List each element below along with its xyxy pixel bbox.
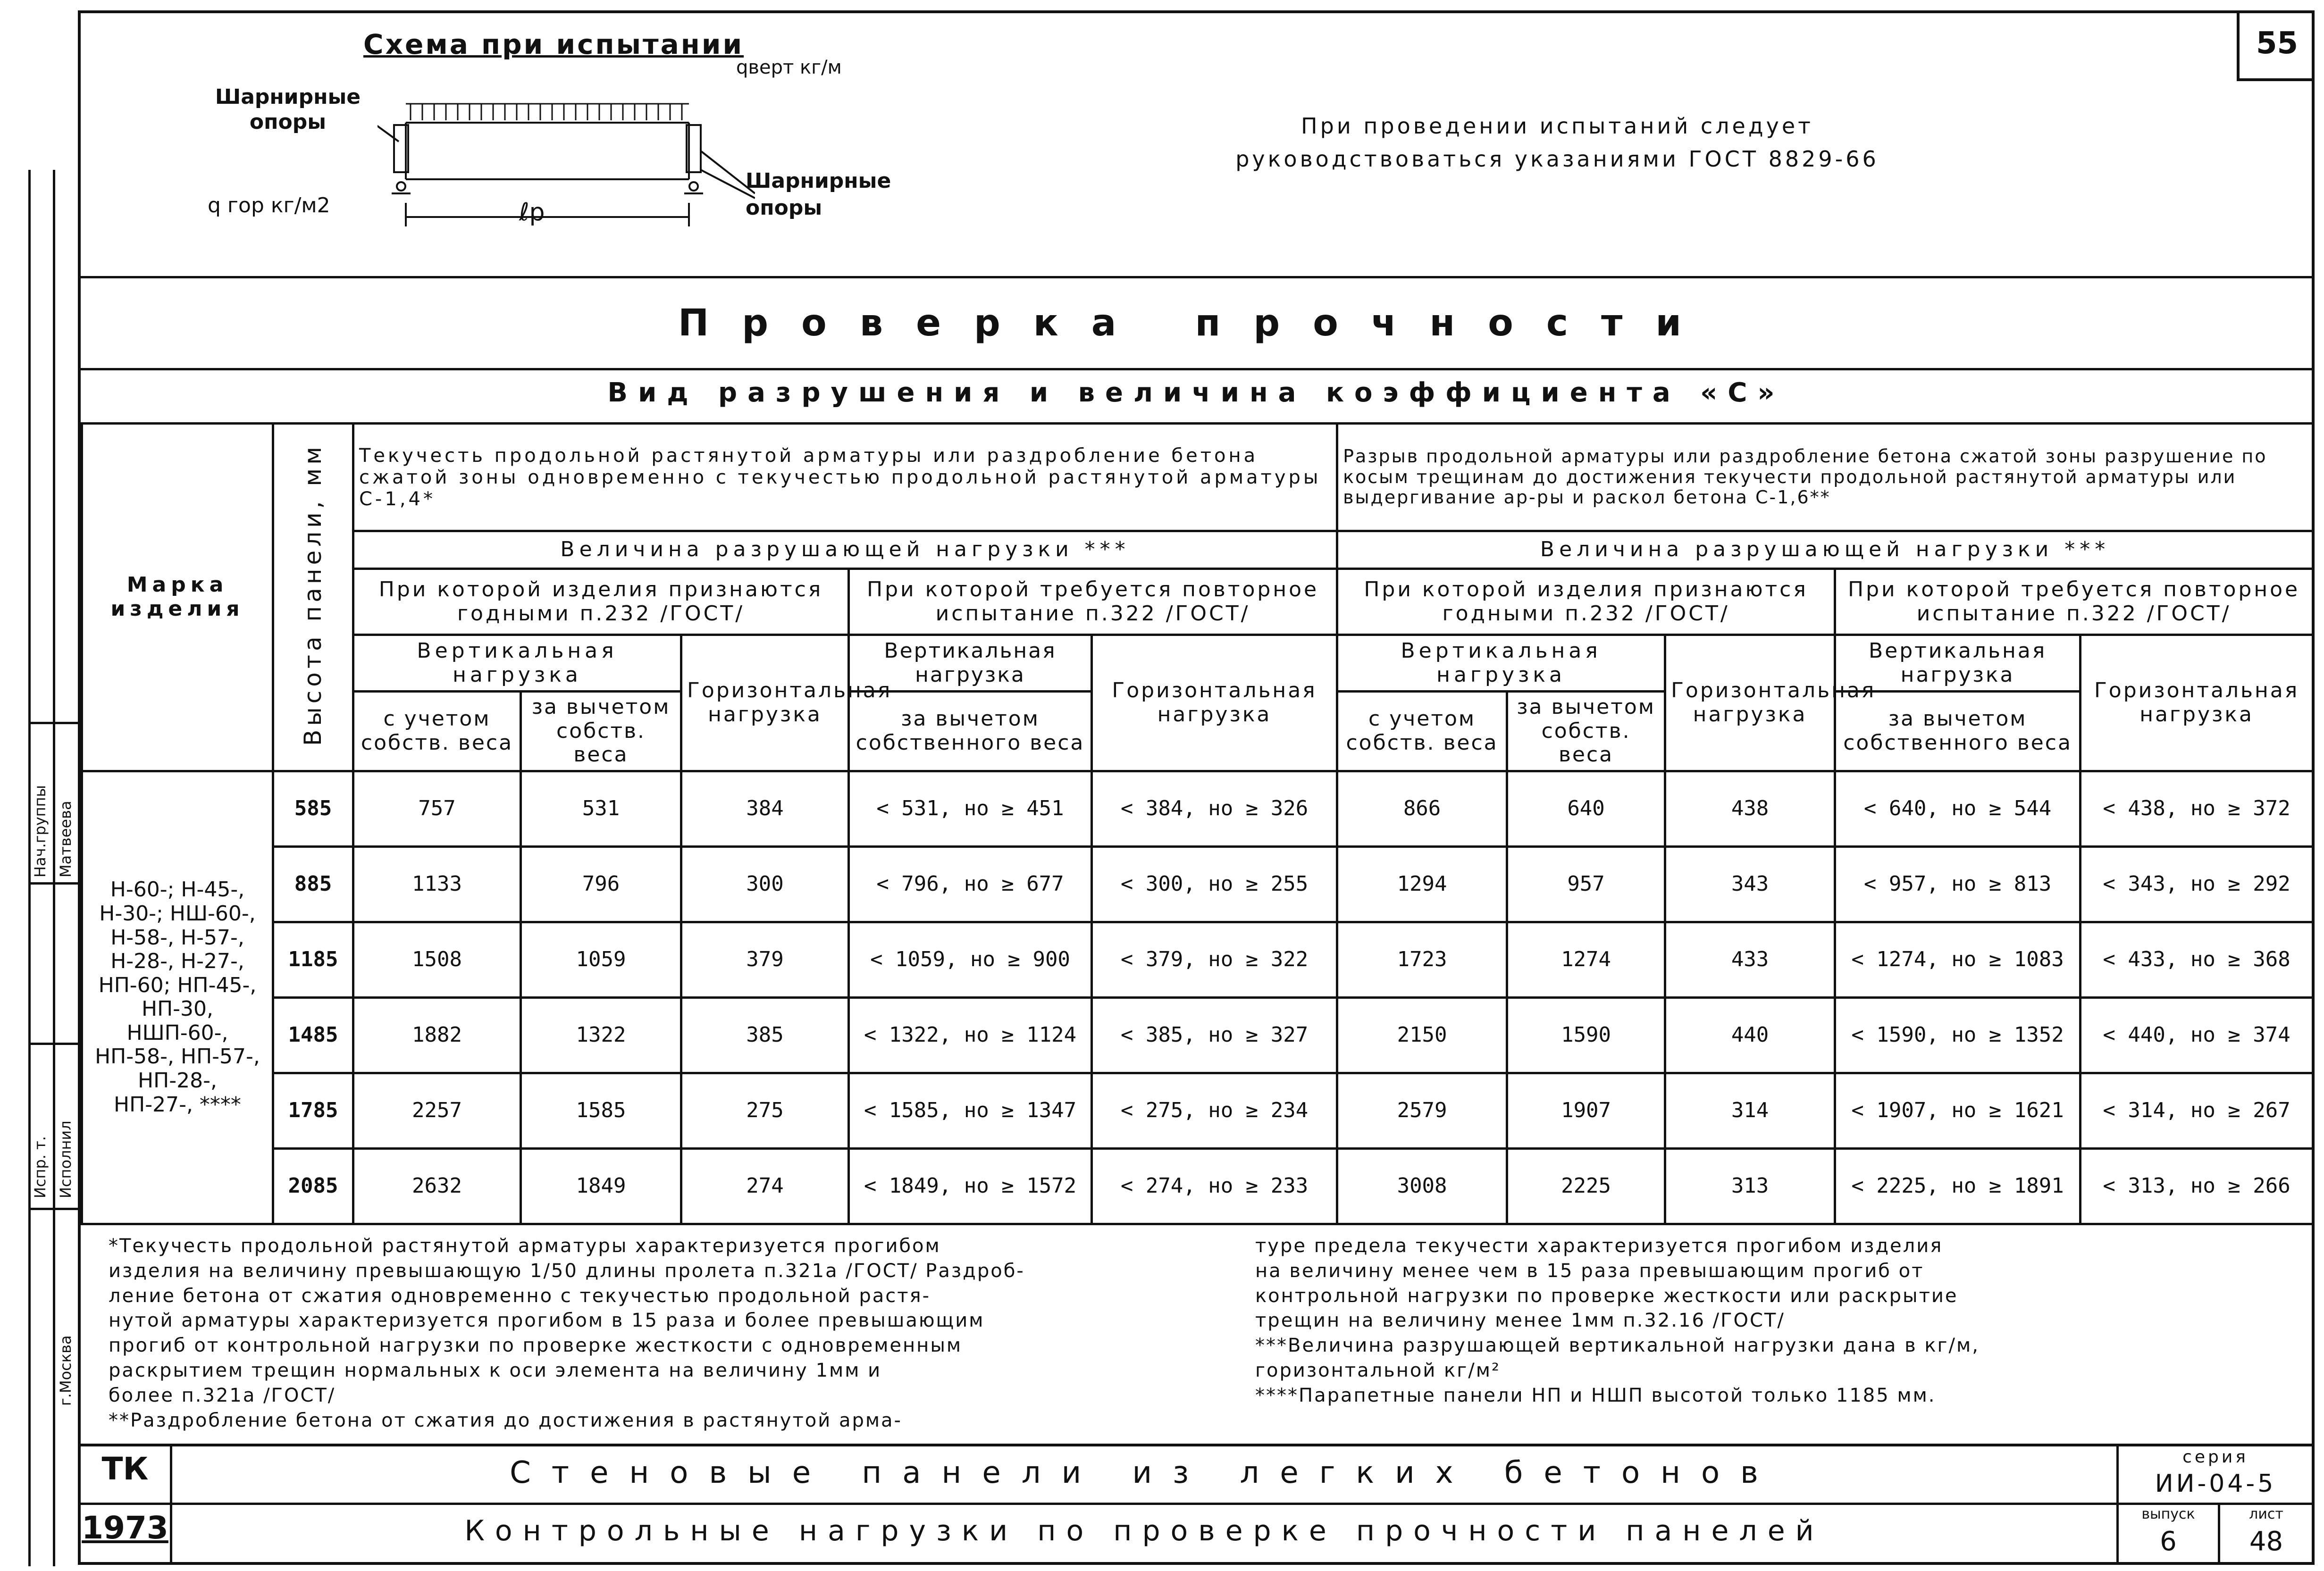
strip-role-2: Испр. т.: [31, 1136, 49, 1198]
mark-line: НП-28-,: [138, 1069, 217, 1093]
g2-horizontal-cell: 313: [1665, 1148, 1835, 1224]
mark-line: Н-58-, Н-57-,: [110, 925, 244, 950]
g2-vertical-with-weight-cell: 2150: [1337, 997, 1507, 1073]
group1-description: Текучесть продольной растянутой арматуры или раздробление бетона сжатой зоны одновременно с текучестью продольной растянутой арматуры С-1,4*: [353, 424, 1337, 531]
vertical-minus-weight-cell: 1585: [521, 1073, 681, 1148]
g2-retest-horizontal-cell: < 433, но ≥ 368: [2081, 922, 2313, 997]
g2-horizontal-cell: 440: [1665, 997, 1835, 1073]
mark-line: НП-60; НП-45-,: [98, 973, 257, 997]
g2-vertical-minus-weight-cell: 640: [1507, 771, 1665, 846]
footnotes-left: *Текучесть продольной растянутой арматуры характеризуется прогибом изделия на величину превышающую 1/50 длины пролета п.321а /ГОСТ/ Раздроб- ление бетона от сжатия одновременно с текучестью продольной растя- нутой арматуры характеризуется прогибом в 15 раза и более превышающим прогиб от контрольной нагрузки по проверке жесткости с одновременным раскрытием трещин нормальных к оси элемента на величину 1мм и более п.321а /ГОСТ/ **Раздробление бетона от сжатия до достижения в растянутой арма-: [109, 1235, 1025, 1431]
minus-weight-header-1: за вычетом собств. веса: [521, 692, 681, 771]
load-title-group2: Величина разрушающей нагрузки ***: [1337, 531, 2313, 569]
vertical-minus-weight-cell: 1322: [521, 997, 681, 1073]
minus-weight-header-4: за вычетом собственного веса: [1835, 692, 2081, 771]
accepted-header-1: При которой изделия признаются годными п.232 /ГОСТ/: [353, 569, 849, 635]
vertical-with-weight-cell: 1133: [353, 846, 521, 922]
mark-line: Н-30-; НШ-60-,: [99, 901, 256, 926]
stamp-title-1: Стеновые панели из легких бетонов: [510, 1455, 1779, 1490]
height-cell: 1785: [273, 1073, 353, 1148]
strip-line-inner: [53, 170, 55, 1566]
g2-horizontal-cell: 438: [1665, 771, 1835, 846]
horizontal-cell: 385: [681, 997, 849, 1073]
strength-table: [81, 422, 2314, 1225]
g2-vertical-with-weight-cell: 866: [1337, 771, 1507, 846]
g2-retest-vertical-cell: < 1590, но ≥ 1352: [1835, 997, 2081, 1073]
g2-retest-horizontal-cell: < 440, но ≥ 374: [2081, 997, 2313, 1073]
minus-weight-header-2: за вычетом собственного веса: [849, 692, 1092, 771]
g2-retest-horizontal-cell: < 438, но ≥ 372: [2081, 771, 2313, 846]
stamp-issue-label: выпуск: [2141, 1506, 2195, 1522]
g2-horizontal-cell: 343: [1665, 846, 1835, 922]
strip-divider-1: [28, 722, 80, 724]
vertical-load-header-4: Вертикальная нагрузка: [1835, 635, 2081, 692]
retest-vertical-cell: < 1059, но ≥ 900: [849, 922, 1092, 997]
sheet-number: 55: [2237, 10, 2315, 81]
g2-retest-horizontal-cell: < 343, но ≥ 292: [2081, 846, 2313, 922]
g2-vertical-with-weight-cell: 2579: [1337, 1073, 1507, 1148]
scheme-diagram: [378, 57, 755, 245]
stamp-title-2: Контрольные нагрузки по проверке прочности панелей: [464, 1514, 1824, 1547]
vertical-minus-weight-cell: 1059: [521, 922, 681, 997]
retest-vertical-cell: < 1849, но ≥ 1572: [849, 1148, 1092, 1224]
vertical-load-header-1: Вертикальная нагрузка: [353, 635, 681, 692]
stamp-series: ИИ-04-5: [2155, 1470, 2276, 1498]
g2-horizontal-cell: 433: [1665, 922, 1835, 997]
vertical-minus-weight-cell: 531: [521, 771, 681, 846]
g2-retest-horizontal-cell: < 314, но ≥ 267: [2081, 1073, 2313, 1148]
g2-vertical-minus-weight-cell: 1907: [1507, 1073, 1665, 1148]
retest-vertical-cell: < 531, но ≥ 451: [849, 771, 1092, 846]
retest-horizontal-cell: < 384, но ≥ 326: [1092, 771, 1337, 846]
retest-vertical-cell: < 796, но ≥ 677: [849, 846, 1092, 922]
stamp-hline: [78, 1503, 2315, 1505]
retest-horizontal-cell: < 275, но ≥ 234: [1092, 1073, 1337, 1148]
strip-divider-3: [28, 1043, 80, 1045]
strip-name-1: Матвеева: [57, 801, 75, 877]
strip-role-1: Нач.группы: [31, 785, 49, 877]
retest-vertical-cell: < 1585, но ≥ 1347: [849, 1073, 1092, 1148]
retest-horizontal-cell: < 385, но ≥ 327: [1092, 997, 1337, 1073]
mark-header: Марка изделия: [82, 424, 273, 771]
g2-vertical-minus-weight-cell: 2225: [1507, 1148, 1665, 1224]
g2-retest-vertical-cell: < 1907, но ≥ 1621: [1835, 1073, 2081, 1148]
table-subtitle: Вид разрушения и величина коэффициента «С»: [607, 377, 1785, 408]
vertical-with-weight-cell: 2257: [353, 1073, 521, 1148]
stamp-issue: 6: [2160, 1526, 2177, 1557]
strip-divider-4: [28, 1208, 80, 1210]
mark-line: НП-27-, ****: [114, 1092, 241, 1117]
header-separator: [81, 276, 2312, 278]
scheme-load-vert: qверт кг/м: [736, 57, 842, 78]
scheme-title: Схема при испытании: [363, 28, 744, 60]
stamp-year: 1973: [82, 1510, 168, 1546]
horizontal-cell: 274: [681, 1148, 849, 1224]
horizontal-load-header-3: Горизонтальная нагрузка: [1665, 635, 1835, 771]
scheme-load-hor: q гор кг/м2: [208, 193, 330, 217]
strip-city: г.Москва: [57, 1335, 75, 1406]
horizontal-load-header-1: Горизонтальная нагрузка: [681, 635, 849, 771]
strip-name-2: Исполнил: [57, 1120, 75, 1198]
vertical-with-weight-cell: 1882: [353, 997, 521, 1073]
with-weight-header-2: с учетом собств. веса: [1337, 692, 1507, 771]
g2-retest-vertical-cell: < 1274, но ≥ 1083: [1835, 922, 2081, 997]
height-cell: 585: [273, 771, 353, 846]
horizontal-cell: 275: [681, 1073, 849, 1148]
mark-line: Н-60-; Н-45-,: [110, 877, 245, 902]
vertical-load-header-3: Вертикальная нагрузка: [1337, 635, 1665, 692]
height-cell: 2085: [273, 1148, 353, 1224]
height-cell: 1185: [273, 922, 353, 997]
stamp-org: ТК: [101, 1451, 149, 1487]
mark-line: НП-30, НШП-60-,: [126, 997, 228, 1045]
scheme-span-label: ℓр: [519, 198, 545, 226]
g2-vertical-minus-weight-cell: 1274: [1507, 922, 1665, 997]
horizontal-load-header-2: Горизонтальная нагрузка: [1092, 635, 1337, 771]
vertical-with-weight-cell: 757: [353, 771, 521, 846]
vertical-load-header-2: Вертикальная нагрузка: [849, 635, 1092, 692]
with-weight-header-1: с учетом собств. веса: [353, 692, 521, 771]
retest-vertical-cell: < 1322, но ≥ 1124: [849, 997, 1092, 1073]
mark-line: НП-58-, НП-57-,: [95, 1045, 260, 1069]
height-cell: 1485: [273, 997, 353, 1073]
strip-divider-2: [28, 882, 80, 885]
height-header-text: Высота панели, мм: [299, 443, 327, 746]
load-title-group1: Величина разрушающей нагрузки ***: [353, 531, 1337, 569]
horizontal-load-header-4: Горизонтальная нагрузка: [2081, 635, 2313, 771]
retest-horizontal-cell: < 300, но ≥ 255: [1092, 846, 1337, 922]
mark-line: Н-28-, Н-27-,: [110, 949, 244, 974]
vertical-minus-weight-cell: 1849: [521, 1148, 681, 1224]
g2-vertical-minus-weight-cell: 957: [1507, 846, 1665, 922]
height-cell: 885: [273, 846, 353, 922]
g2-vertical-with-weight-cell: 3008: [1337, 1148, 1507, 1224]
height-header: [273, 424, 353, 771]
vertical-minus-weight-cell: 796: [521, 846, 681, 922]
g2-vertical-minus-weight-cell: 1590: [1507, 997, 1665, 1073]
strip-line-outer: [28, 170, 31, 1566]
note-top-line1: При проведении испытаний следует: [1301, 113, 1813, 139]
horizontal-cell: 379: [681, 922, 849, 997]
footnotes-right: туре предела текучести характеризуется прогибом изделия на величину менее чем в 15 раза превышающим прогиб от контрольной нагрузки по проверке жесткости или раскрытие трещин на величину менее 1мм п.32.16 /ГОСТ/ ***Величина разрушающей вертикальной нагрузки дана в кг/м, горизонтальной кг/м² ****Парапетные панели НП и НШП высотой только 1185 мм.: [1255, 1235, 1980, 1406]
retest-horizontal-cell: < 274, но ≥ 233: [1092, 1148, 1337, 1224]
retest-header-1: При которой требуется повторное испытание п.322 /ГОСТ/: [849, 569, 1337, 635]
minus-weight-header-3: за вычетом собств. веса: [1507, 692, 1665, 771]
retest-header-2: При которой требуется повторное испытание п.322 /ГОСТ/: [1835, 569, 2313, 635]
g2-vertical-with-weight-cell: 1294: [1337, 846, 1507, 922]
note-top-line2: руководствоваться указаниями ГОСТ 8829-66: [1235, 146, 1879, 172]
stamp-sheet: 48: [2249, 1526, 2283, 1557]
scheme-supports-left: Шарнирные опоры: [215, 85, 361, 134]
stamp-series-label: серия: [2182, 1447, 2248, 1467]
scheme-supports-right: Шарнирные опоры: [746, 169, 891, 220]
horizontal-cell: 384: [681, 771, 849, 846]
vertical-with-weight-cell: 1508: [353, 922, 521, 997]
horizontal-cell: 300: [681, 846, 849, 922]
g2-horizontal-cell: 314: [1665, 1073, 1835, 1148]
retest-horizontal-cell: < 379, но ≥ 322: [1092, 922, 1337, 997]
g2-retest-vertical-cell: < 640, но ≥ 544: [1835, 771, 2081, 846]
group2-description: Разрыв продольной арматуры или раздробление бетона сжатой зоны разрушение по косым трещинам до достижения текучести продольной растянутой арматуры или выдергивание ар-ры и раскол бетона С-1,6**: [1337, 424, 2313, 531]
vertical-with-weight-cell: 2632: [353, 1148, 521, 1224]
g2-retest-vertical-cell: < 2225, но ≥ 1891: [1835, 1148, 2081, 1224]
title-separator: [81, 368, 2312, 370]
g2-retest-vertical-cell: < 957, но ≥ 813: [1835, 846, 2081, 922]
marks-cell: [82, 771, 273, 1224]
stamp-sheet-label: лист: [2249, 1506, 2283, 1522]
section-title: Проверка прочности: [678, 302, 1714, 344]
g2-vertical-with-weight-cell: 1723: [1337, 922, 1507, 997]
g2-retest-horizontal-cell: < 313, но ≥ 266: [2081, 1148, 2313, 1224]
accepted-header-2: При которой изделия признаются годными п.232 /ГОСТ/: [1337, 569, 1835, 635]
